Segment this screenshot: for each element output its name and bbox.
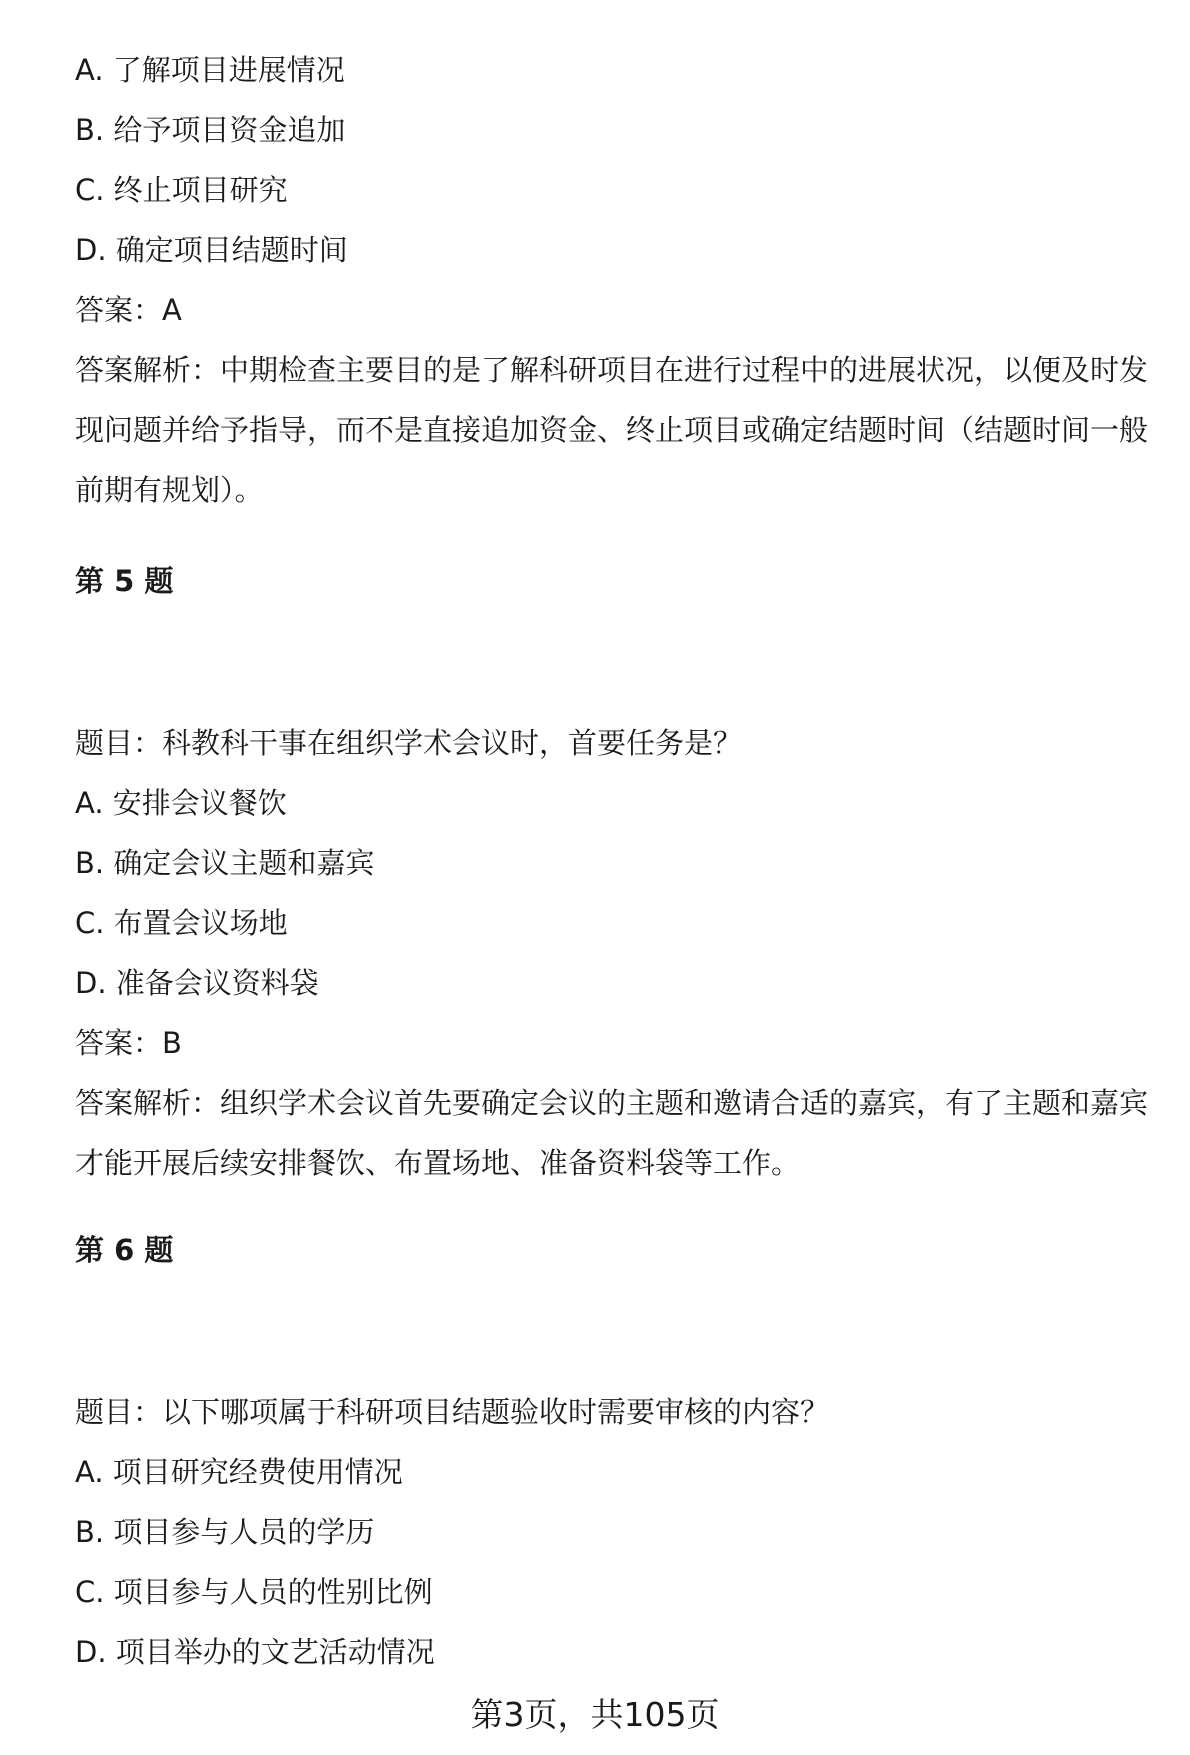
option-a: A. 项目研究经费使用情况 xyxy=(75,1455,403,1489)
option-d: D. 确定项目结题时间 xyxy=(75,233,348,267)
page-number-footer: 第3页，共105页 xyxy=(470,1695,720,1734)
option-b: B. 给予项目资金追加 xyxy=(75,113,346,147)
option-a: A. 了解项目进展情况 xyxy=(75,53,345,87)
option-c: C. 终止项目研究 xyxy=(75,173,288,207)
option-a: A. 安排会议餐饮 xyxy=(75,786,287,820)
question-4-tail xyxy=(75,40,1165,520)
option-b: B. 确定会议主题和嘉宾 xyxy=(75,846,375,880)
option-d: D. 准备会议资料袋 xyxy=(75,966,319,1000)
option-c: C. 项目参与人员的性别比例 xyxy=(75,1575,433,1609)
question-5 xyxy=(75,713,1165,1193)
question-text: 题目：以下哪项属于科研项目结题验收时需要审核的内容？ xyxy=(75,1395,830,1429)
question-6 xyxy=(75,1382,829,1682)
option-d: D. 项目举办的文艺活动情况 xyxy=(75,1635,435,1669)
answer-explanation: 答案解析：中期检查主要目的是了解科研项目在进行过程中的进展状况，以便及时发现问题并给予指导，而不是直接追加资金、终止项目或确定结题时间（结题时间一般前期有规划）。 xyxy=(75,353,1149,507)
option-b: B. 项目参与人员的学历 xyxy=(75,1515,375,1549)
question-5-heading: 第 5 题 xyxy=(75,564,174,598)
option-c: C. 布置会议场地 xyxy=(75,906,288,940)
answer: 答案：B xyxy=(75,1026,182,1060)
question-6-heading: 第 6 题 xyxy=(75,1233,174,1267)
answer: 答案：A xyxy=(75,293,182,327)
question-text: 题目：科教科干事在组织学术会议时，首要任务是？ xyxy=(75,726,743,760)
answer-explanation: 答案解析：组织学术会议首先要确定会议的主题和邀请合适的嘉宾，有了主题和嘉宾才能开展后续安排餐饮、布置场地、准备资料袋等工作。 xyxy=(75,1086,1149,1180)
